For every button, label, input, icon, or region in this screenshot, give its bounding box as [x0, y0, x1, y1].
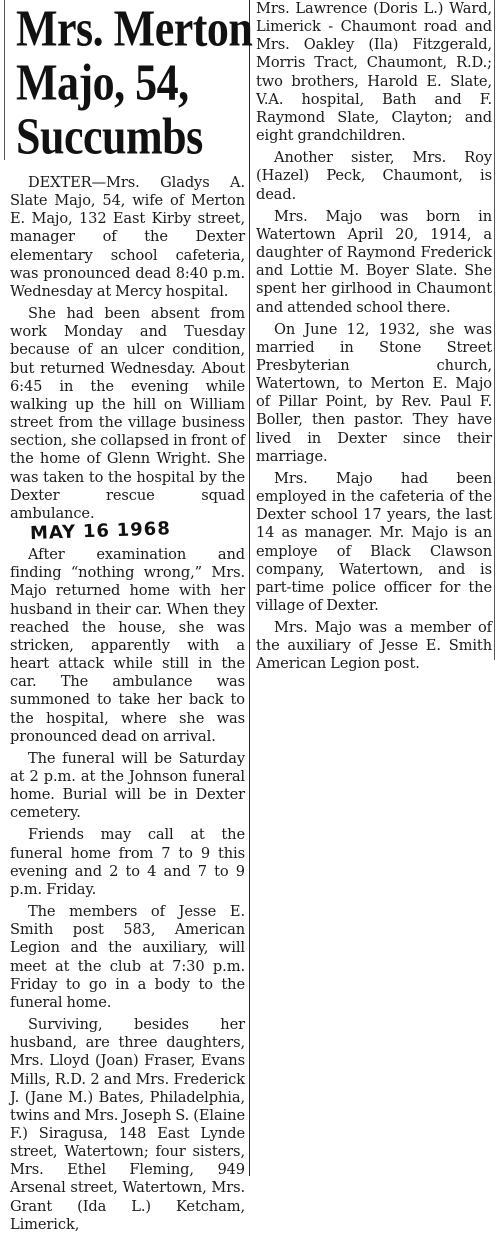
paragraph-employment: Mrs. Majo had been employed in the cafeteria of the Dexter school 17 years, the last 14 as manager. Mr. Majo is an employe of Black Clawson company, Watertown, and is part-time police officer for the village of Dexter. — [256, 469, 492, 614]
paragraph-survivors-continued: Mrs. Lawrence (Doris L.) Ward, Limerick - Chaumont road and Mrs. Oakley (Ila) Fitzgerald, Morris Tract, Chaumont, R.D.; two brothers, Harold E. Slate, V.A. hospital, Bath and F. Raymond Slate, Clayton; and eight grandchildren. — [256, 0, 492, 145]
paragraph-marriage: On June 12, 1932, she was married in Stone Street Presbyterian church, Watertown, to Merton E. Majo of Pillar Point, by Rev. Paul F. Boller, then pastor. They have lived in Dexter since their marriage. — [256, 320, 492, 465]
headline-line-3: Succumbs — [16, 107, 203, 166]
paragraph-membership: Mrs. Majo was a member of the auxiliary of Jesse E. Smith American Legion post. — [256, 619, 492, 673]
paragraph-collapse-text: She had been absent from work Monday and Tuesday because of an ulcer condition, but returned Wednesday. About 6:45 in the evening while walking up the hill on William street from the village business section, she collapsed in front of the home of Glenn Wright. She was taken to the hospital by the Dexter rescue squad ambulance. — [10, 305, 245, 522]
column-rule-right — [494, 0, 495, 660]
paragraph-birth: Mrs. Majo was born in Watertown April 20, 1914, a daughter of Raymond Frederick and Lottie M. Boyer Slate. She spent her girlhood in Chaumont and attended school there. — [256, 207, 492, 316]
headline-line-1: Mrs. Merton — [16, 0, 253, 58]
column-rule-left — [4, 0, 5, 160]
left-column — [10, 0, 253, 1233]
obituary-headline — [16, 0, 253, 166]
paragraph-collapse — [10, 305, 245, 545]
paragraph-legion: The members of Jesse E. Smith post 583, American Legion and the auxiliary, will meet at the club at 7:30 p.m. Friday to go in a body to the funeral home. — [10, 903, 245, 1011]
paragraph-examination: After examination and finding “nothing wrong,” Mrs. Majo returned home with her husband in their car. When they reached the house, she was stricken, apparently with a heart attack while still in the car. The ambulance was summoned to take her back to the hospital, where she was pronounced dead on arrival. — [10, 546, 245, 745]
paragraph-funeral: The funeral will be Saturday at 2 p.m. at the Johnson funeral home. Burial will be in Dexter cemetery. — [10, 749, 245, 822]
paragraph-calling-hours: Friends may call at the funeral home from 7 to 9 this evening and 2 to 4 and 7 to 9 p.m. Friday. — [10, 826, 245, 898]
date-stamp: MAY 16 1968 — [29, 518, 172, 545]
column-rule-center — [249, 0, 250, 1176]
paragraph-deceased-sister: Another sister, Mrs. Roy (Hazel) Peck, Chaumont, is dead. — [256, 149, 492, 203]
right-column — [256, 0, 492, 673]
headline-line-2: Majo, 54, — [16, 53, 189, 112]
paragraph-survivors: Surviving, besides her husband, are three daughters, Mrs. Lloyd (Joan) Fraser, Evans Mills, R.D. 2 and Mrs. Frederick J. (Jane M.) Bates, Philadelphia, twins and Mrs. Joseph S. (Elaine F.) Siragusa, 148 East Lynde street, Watertown; four sisters, Mrs. Ethel Fleming, 949 Arsenal street, Watertown, Mrs. Grant (Ida L.) Ketcham, Limerick, — [10, 1016, 245, 1233]
paragraph-opening: DEXTER—Mrs. Gladys A. Slate Majo, 54, wife of Merton E. Majo, 132 East Kirby street, manager of the Dexter elementary school cafeteria, was pronounced dead 8:40 p.m. Wednesday at Mercy hospital. — [10, 174, 245, 300]
